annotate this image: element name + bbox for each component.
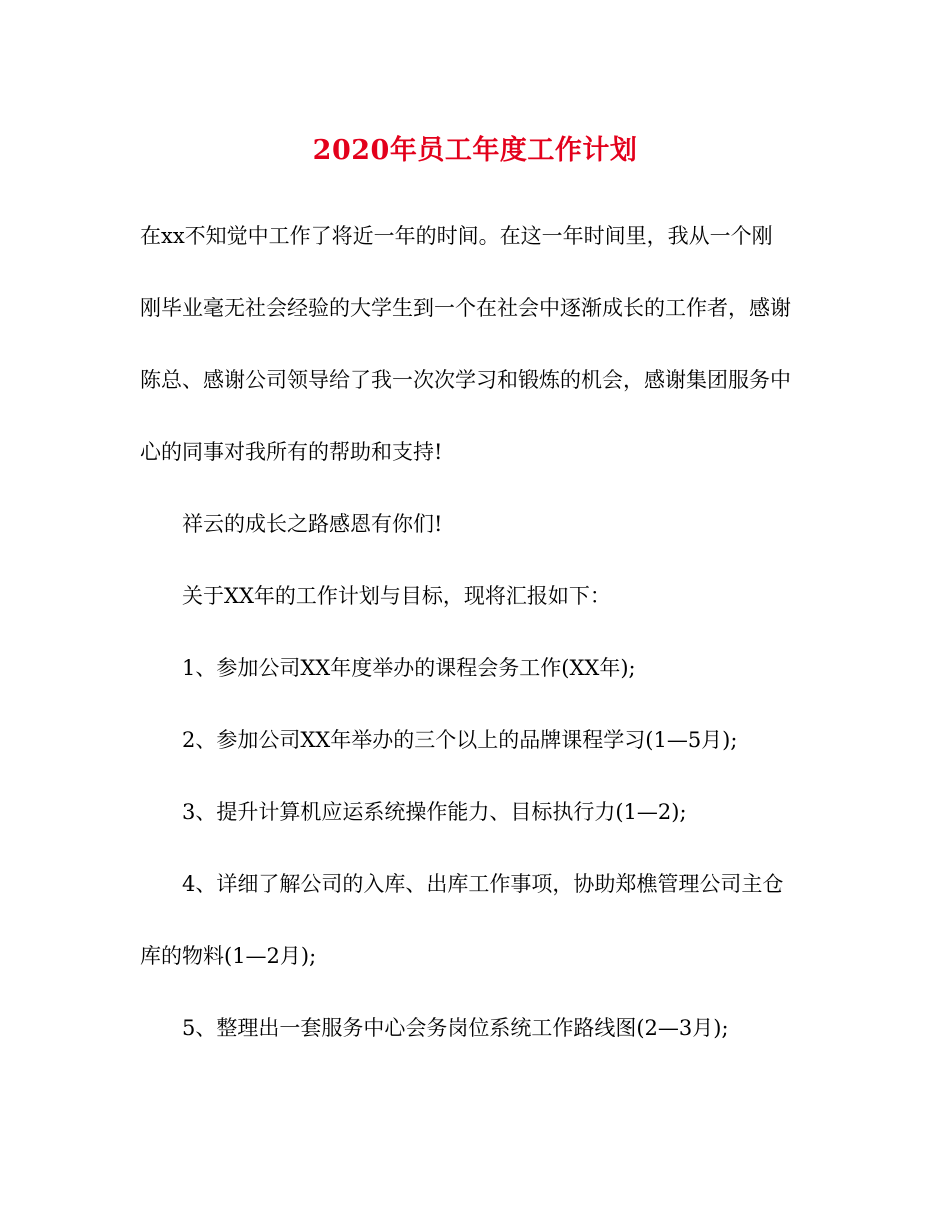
paragraph-line: 陈总、感谢公司领导给了我一次次学习和锻炼的机会，感谢集团服务中 [140,368,791,392]
list-item: 5、整理出一套服务中心会务岗位系统工作路线图(2—3月); [182,1016,729,1040]
list-item-continuation: 库的物料(1—2月); [140,944,317,968]
list-item: 4、详细了解公司的入库、出库工作事项，协助郑樵管理公司主仓 [182,872,784,896]
paragraph-line: 心的同事对我所有的帮助和支持! [140,440,443,464]
paragraph-line: 在xx不知觉中工作了将近一年的时间。在这一年时间里，我从一个刚 [140,224,773,248]
list-item: 3、提升计算机应运系统操作能力、目标执行力(1—2); [182,800,687,824]
document-title: 2020年员工年度工作计划 [312,135,638,166]
paragraph-line: 祥云的成长之路感恩有你们! [182,512,443,536]
paragraph-line: 刚毕业毫无社会经验的大学生到一个在社会中逐渐成长的工作者，感谢 [140,296,791,320]
list-item: 2、参加公司XX年举办的三个以上的品牌课程学习(1—5月); [182,728,738,752]
list-item: 1、参加公司XX年度举办的课程会务工作(XX年); [182,656,636,680]
paragraph-line: 关于XX年的工作计划与目标，现将汇报如下： [182,584,611,608]
